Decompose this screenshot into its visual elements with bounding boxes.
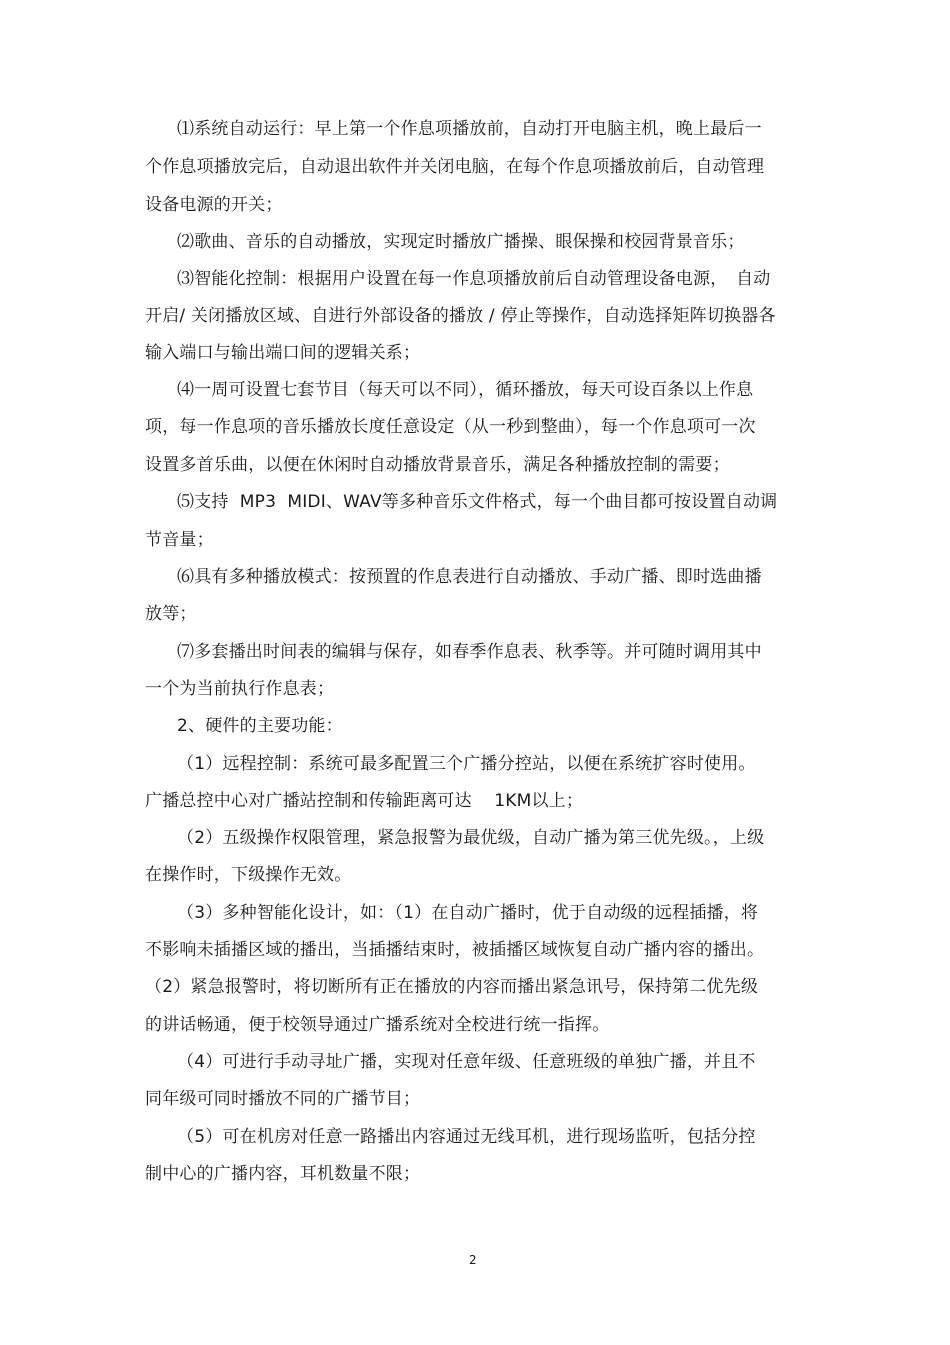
text-line: ⑹具有多种播放模式：按预置的作息表进行自动播放、手动广播、即时选曲播 — [177, 567, 762, 587]
text-line: 项，每一作息项的音乐播放长度任意设定（从一秒到整曲），每一个作息项可一次 — [145, 417, 756, 437]
text-line: 开启/ 关闭播放区域、自进行外部设备的播放 / 停止等操作，自动选择矩阵切换器各 — [145, 306, 776, 326]
text-line: （2）五级操作权限管理，紧急报警为最优级，自动广播为第三优先级。，上级 — [177, 828, 765, 848]
text-line: 设置多首乐曲，以便在休闲时自动播放背景音乐，满足各种播放控制的需要； — [145, 455, 730, 475]
text-line: 节音量； — [145, 530, 214, 550]
text-line: 个作息项播放完后，自动退出软件并关闭电脑，在每个作息项播放前后，自动管理 — [145, 157, 765, 177]
text-line: 的讲话畅通，便于校领导通过广播系统对全校进行统一指挥。 — [145, 1015, 610, 1035]
section-heading: 2、硬件的主要功能： — [177, 716, 343, 736]
text-line: 一个为当前执行作息表； — [145, 679, 335, 699]
text-line: （1）远程控制：系统可最多配置三个广播分控站，以便在系统扩容时使用。 — [177, 754, 756, 774]
text-line: 广播总控中心对广播站控制和传输距离可达 1KM以上； — [145, 791, 584, 811]
text-line: 放等； — [145, 604, 197, 624]
text-line: 设备电源的开关； — [145, 195, 283, 215]
text-line: （3）多种智能化设计，如：（1）在自动广播时，优于自动级的远程插播，将 — [177, 903, 759, 923]
text-line: ⑵歌曲、音乐的自动播放，实现定时播放广播操、眼保操和校园背景音乐； — [177, 232, 745, 252]
text-line: ⑶智能化控制：根据用户设置在每一作息项播放前后自动管理设备电源， 自动 — [177, 269, 771, 289]
text-line: 在操作时，下级操作无效。 — [145, 865, 352, 885]
text-line: 输入端口与输出端口间的逻辑关系； — [145, 343, 421, 363]
text-line: 制中心的广播内容，耳机数量不限； — [145, 1164, 421, 1184]
text-line: 同年级可同时播放不同的广播节目； — [145, 1089, 421, 1109]
text-line: ⑸支持 MP3 MIDI、WAV等多种音乐文件格式，每一个曲目都可按设置自动调 — [177, 492, 778, 512]
text-line: （2）紧急报警时，将切断所有正在播放的内容而播出紧急讯号，保持第二优先级 — [145, 977, 759, 997]
text-line: ⑷一周可设置七套节目（每天可以不同），循环播放，每天可设百条以上作息 — [177, 380, 754, 400]
page-number: 2 — [469, 1253, 477, 1267]
text-line: ⑺多套播出时间表的编辑与保存，如春季作息表、秋季等。并可随时调用其中 — [177, 642, 762, 662]
text-line: ⑴系统自动运行：早上第一个作息项播放前，自动打开电脑主机，晚上最后一 — [177, 119, 762, 139]
text-line: （4）可进行手动寻址广播，实现对任意年级、任意班级的单独广播，并且不 — [177, 1052, 756, 1072]
text-line: （5）可在机房对任意一路播出内容通过无线耳机，进行现场监听，包括分控 — [177, 1127, 756, 1147]
text-line: 不影响未插播区域的播出，当插播结束时，被插播区域恢复自动广播内容的播出。 — [145, 940, 765, 960]
